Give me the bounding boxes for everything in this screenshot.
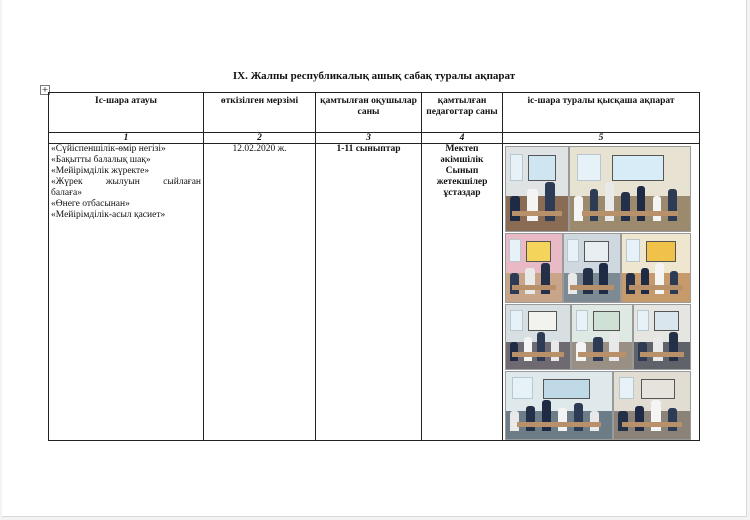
- column-number: 4: [422, 133, 503, 144]
- classroom-photo-10: [613, 371, 691, 440]
- teacher-group: жетекшілер: [436, 177, 488, 187]
- event-name: «Өнеге отбасынан»: [51, 199, 130, 209]
- table-row: [49, 144, 700, 441]
- teacher-group: ұстаздар: [443, 188, 481, 198]
- event-name: «Жүрек жылуын сыйлаған: [51, 177, 201, 187]
- header-row: [49, 93, 700, 133]
- column-number-row: [49, 133, 700, 144]
- teacher-group: Мектеп: [445, 144, 479, 154]
- info-table: [48, 92, 700, 441]
- teacher-group: Сынып: [445, 166, 479, 176]
- classroom-photo-2: [569, 146, 691, 232]
- event-name: «Мейірімділік жүректе»: [51, 166, 150, 176]
- students-cell: 1-11 сыныптар: [316, 144, 422, 441]
- classroom-photo-1: [505, 146, 569, 232]
- event-name: «Сүйіспеншілік-өмір негізі»: [51, 144, 166, 154]
- table-move-handle-icon[interactable]: +: [41, 85, 49, 94]
- event-name: балаға»: [51, 188, 82, 198]
- header-event-name: Іс-шара атауы: [49, 93, 204, 133]
- column-number: 1: [49, 133, 204, 144]
- classroom-photo-4: [563, 233, 621, 303]
- event-list-cell: [49, 144, 204, 441]
- document-page: [2, 0, 747, 517]
- classroom-photo-6: [505, 304, 571, 370]
- classroom-photo-7: [571, 304, 633, 370]
- teachers-cell: [422, 144, 503, 441]
- header-teachers: қамтылған педагогтар саны: [422, 93, 503, 133]
- header-summary: іс-шара туралы қысқаша ақпарат: [503, 93, 700, 133]
- classroom-photo-8: [633, 304, 691, 370]
- classroom-photo-9: [505, 371, 613, 440]
- column-number: 2: [204, 133, 316, 144]
- classroom-photo-3: [505, 233, 563, 303]
- header-date: өткізілген мерзімі: [204, 93, 316, 133]
- section-title: IX. Жалпы республикалық ашық сабақ туралы ақпарат: [232, 70, 516, 82]
- event-name: «Мейірімділік-асыл қасиет»: [51, 210, 166, 220]
- header-students: қамтылған оқушылар саны: [316, 93, 422, 133]
- photo-collage-cell: [503, 144, 700, 441]
- classroom-photo-5: [621, 233, 691, 303]
- date-cell: 12.02.2020 ж.: [204, 144, 316, 441]
- teacher-group: әкімшілік: [440, 155, 484, 165]
- column-number: 5: [503, 133, 700, 144]
- column-number: 3: [316, 133, 422, 144]
- event-name: «Бақытты балалық шақ»: [51, 155, 151, 165]
